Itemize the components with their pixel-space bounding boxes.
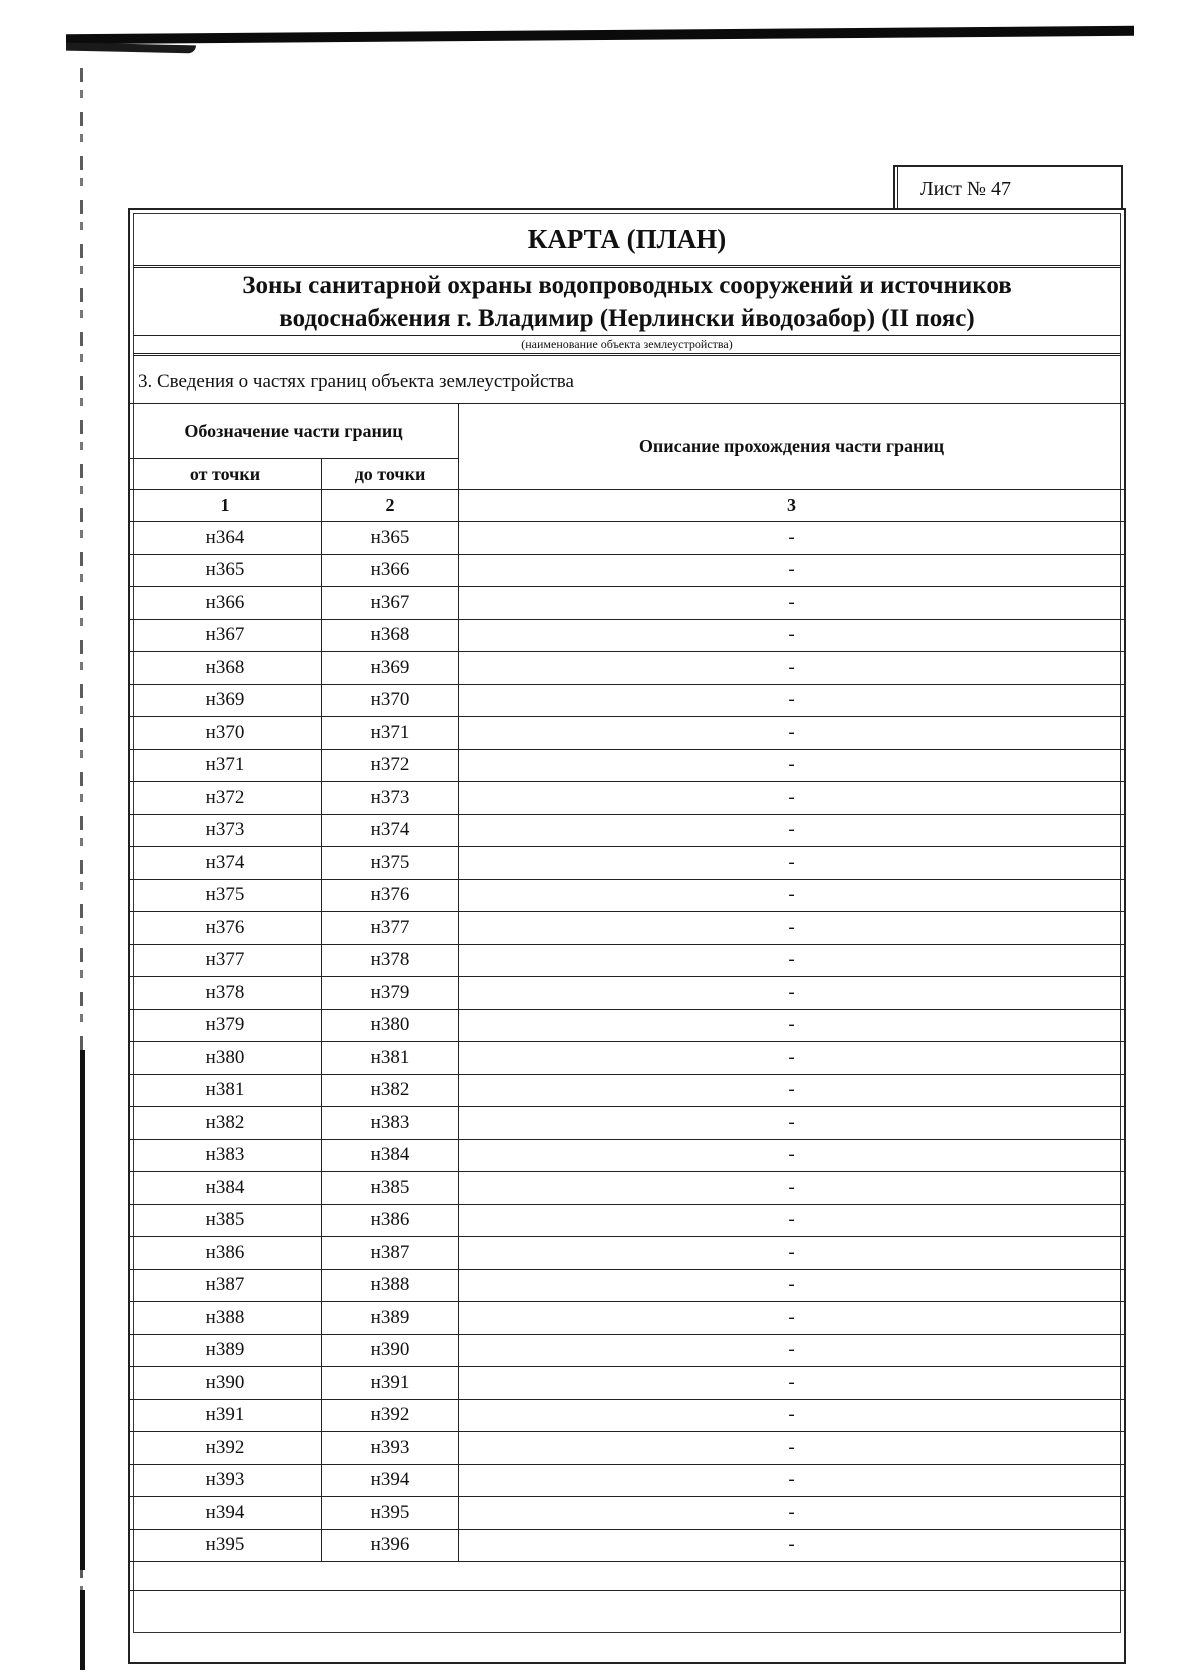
cell-to-point: н394 bbox=[322, 1464, 459, 1497]
cell-description: - bbox=[459, 1107, 1125, 1140]
document-title: КАРТА (ПЛАН) bbox=[527, 224, 727, 254]
cell-description: - bbox=[459, 749, 1125, 782]
column-number-2: 2 bbox=[322, 490, 459, 522]
cell-description: - bbox=[459, 977, 1125, 1010]
cell-to-point: н365 bbox=[322, 522, 459, 555]
table-row bbox=[129, 652, 1125, 685]
cell-description: - bbox=[459, 554, 1125, 587]
cell-to-point: н393 bbox=[322, 1432, 459, 1465]
object-caption: (наименование объекта землеустройства) bbox=[521, 337, 733, 351]
cell-to-point: н392 bbox=[322, 1399, 459, 1432]
boundary-parts-table bbox=[128, 403, 1125, 1562]
cell-from-point: н378 bbox=[129, 977, 322, 1010]
cell-description: - bbox=[459, 782, 1125, 815]
cell-description: - bbox=[459, 1009, 1125, 1042]
cell-to-point: н388 bbox=[322, 1269, 459, 1302]
cell-to-point: н384 bbox=[322, 1139, 459, 1172]
cell-from-point: н365 bbox=[129, 554, 322, 587]
cell-from-point: н385 bbox=[129, 1204, 322, 1237]
cell-description: - bbox=[459, 1529, 1125, 1562]
cell-description: - bbox=[459, 522, 1125, 555]
cell-from-point: н387 bbox=[129, 1269, 322, 1302]
cell-from-point: н366 bbox=[129, 587, 322, 620]
cell-to-point: н375 bbox=[322, 847, 459, 880]
table-row bbox=[129, 554, 1125, 587]
object-name bbox=[133, 269, 1121, 335]
scan-artifact-left-edge-dark bbox=[80, 1050, 85, 1570]
cell-description: - bbox=[459, 1204, 1125, 1237]
table-row bbox=[129, 782, 1125, 815]
cell-from-point: н382 bbox=[129, 1107, 322, 1140]
cell-from-point: н391 bbox=[129, 1399, 322, 1432]
cell-to-point: н381 bbox=[322, 1042, 459, 1075]
cell-to-point: н396 bbox=[322, 1529, 459, 1562]
table-row bbox=[129, 522, 1125, 555]
header-to-point: до точки bbox=[322, 459, 459, 490]
cell-to-point: н385 bbox=[322, 1172, 459, 1205]
table-row bbox=[129, 1172, 1125, 1205]
table-bottom-rule bbox=[128, 1590, 1124, 1629]
table-row bbox=[129, 1497, 1125, 1530]
object-name-line-2: водоснабжения г. Владимир (Нерлински йводозабор) (II пояс) bbox=[279, 305, 975, 332]
table-row bbox=[129, 587, 1125, 620]
table-row bbox=[129, 814, 1125, 847]
caption-divider bbox=[133, 353, 1121, 356]
table-row bbox=[129, 1529, 1125, 1562]
cell-description: - bbox=[459, 652, 1125, 685]
cell-to-point: н389 bbox=[322, 1302, 459, 1335]
table-row bbox=[129, 944, 1125, 977]
table-row bbox=[129, 1367, 1125, 1400]
cell-to-point: н372 bbox=[322, 749, 459, 782]
cell-description: - bbox=[459, 1269, 1125, 1302]
cell-from-point: н374 bbox=[129, 847, 322, 880]
table-row bbox=[129, 1237, 1125, 1270]
cell-description: - bbox=[459, 847, 1125, 880]
cell-description: - bbox=[459, 684, 1125, 717]
table-row bbox=[129, 879, 1125, 912]
cell-from-point: н383 bbox=[129, 1139, 322, 1172]
table-row bbox=[129, 1464, 1125, 1497]
title-divider bbox=[133, 265, 1121, 268]
cell-description: - bbox=[459, 1367, 1125, 1400]
table-row bbox=[129, 749, 1125, 782]
cell-description: - bbox=[459, 1302, 1125, 1335]
cell-to-point: н366 bbox=[322, 554, 459, 587]
cell-from-point: н379 bbox=[129, 1009, 322, 1042]
table-body bbox=[129, 522, 1125, 1562]
cell-from-point: н371 bbox=[129, 749, 322, 782]
table-row bbox=[129, 1334, 1125, 1367]
column-number-1: 1 bbox=[129, 490, 322, 522]
table-row bbox=[129, 1269, 1125, 1302]
cell-description: - bbox=[459, 1334, 1125, 1367]
cell-description: - bbox=[459, 944, 1125, 977]
table-row bbox=[129, 1107, 1125, 1140]
cell-from-point: н388 bbox=[129, 1302, 322, 1335]
table-row bbox=[129, 1399, 1125, 1432]
table-row bbox=[129, 684, 1125, 717]
table-row bbox=[129, 1204, 1125, 1237]
cell-to-point: н370 bbox=[322, 684, 459, 717]
object-name-divider bbox=[133, 335, 1121, 336]
cell-description: - bbox=[459, 1042, 1125, 1075]
cell-from-point: н372 bbox=[129, 782, 322, 815]
column-number-3: 3 bbox=[459, 490, 1125, 522]
cell-description: - bbox=[459, 1497, 1125, 1530]
table-row bbox=[129, 717, 1125, 750]
cell-from-point: н377 bbox=[129, 944, 322, 977]
cell-description: - bbox=[459, 1432, 1125, 1465]
cell-to-point: н386 bbox=[322, 1204, 459, 1237]
scan-artifact-top-bar-tail bbox=[66, 43, 196, 54]
cell-to-point: н376 bbox=[322, 879, 459, 912]
cell-to-point: н380 bbox=[322, 1009, 459, 1042]
cell-from-point: н364 bbox=[129, 522, 322, 555]
cell-from-point: н376 bbox=[129, 912, 322, 945]
cell-from-point: н370 bbox=[129, 717, 322, 750]
cell-from-point: н375 bbox=[129, 879, 322, 912]
cell-from-point: н392 bbox=[129, 1432, 322, 1465]
scan-artifact-top-bar bbox=[66, 26, 1134, 44]
object-name-line-1: Зоны санитарной охраны водопроводных сооружений и источников bbox=[242, 272, 1012, 299]
cell-from-point: н384 bbox=[129, 1172, 322, 1205]
cell-description: - bbox=[459, 879, 1125, 912]
table-row bbox=[129, 1432, 1125, 1465]
header-part-designation: Обозначение части границ bbox=[129, 404, 459, 459]
cell-to-point: н367 bbox=[322, 587, 459, 620]
cell-to-point: н374 bbox=[322, 814, 459, 847]
table-row bbox=[129, 1074, 1125, 1107]
section-title: 3. Сведения о частях границ объекта землеустройства bbox=[138, 371, 574, 392]
cell-from-point: н367 bbox=[129, 619, 322, 652]
cell-from-point: н373 bbox=[129, 814, 322, 847]
header-from-point: от точки bbox=[129, 459, 322, 490]
cell-from-point: н390 bbox=[129, 1367, 322, 1400]
cell-from-point: н381 bbox=[129, 1074, 322, 1107]
cell-from-point: н394 bbox=[129, 1497, 322, 1530]
cell-to-point: н383 bbox=[322, 1107, 459, 1140]
cell-description: - bbox=[459, 1464, 1125, 1497]
cell-to-point: н387 bbox=[322, 1237, 459, 1270]
header-description: Описание прохождения части границ bbox=[459, 404, 1125, 490]
cell-to-point: н382 bbox=[322, 1074, 459, 1107]
cell-to-point: н391 bbox=[322, 1367, 459, 1400]
table-row bbox=[129, 912, 1125, 945]
cell-description: - bbox=[459, 587, 1125, 620]
cell-from-point: н389 bbox=[129, 1334, 322, 1367]
cell-from-point: н393 bbox=[129, 1464, 322, 1497]
cell-from-point: н386 bbox=[129, 1237, 322, 1270]
cell-description: - bbox=[459, 1172, 1125, 1205]
cell-to-point: н378 bbox=[322, 944, 459, 977]
scan-artifact-left-edge-bottom bbox=[80, 1590, 85, 1670]
cell-to-point: н371 bbox=[322, 717, 459, 750]
table-row bbox=[129, 1302, 1125, 1335]
cell-to-point: н390 bbox=[322, 1334, 459, 1367]
cell-description: - bbox=[459, 814, 1125, 847]
cell-description: - bbox=[459, 1139, 1125, 1172]
table-row bbox=[129, 619, 1125, 652]
cell-to-point: н369 bbox=[322, 652, 459, 685]
cell-to-point: н379 bbox=[322, 977, 459, 1010]
table-row bbox=[129, 1139, 1125, 1172]
cell-description: - bbox=[459, 619, 1125, 652]
table-row bbox=[129, 847, 1125, 880]
cell-description: - bbox=[459, 1399, 1125, 1432]
table-row bbox=[129, 977, 1125, 1010]
cell-from-point: н369 bbox=[129, 684, 322, 717]
cell-to-point: н373 bbox=[322, 782, 459, 815]
cell-to-point: н368 bbox=[322, 619, 459, 652]
cell-to-point: н395 bbox=[322, 1497, 459, 1530]
cell-from-point: н368 bbox=[129, 652, 322, 685]
cell-from-point: н380 bbox=[129, 1042, 322, 1075]
table-row bbox=[129, 1042, 1125, 1075]
cell-description: - bbox=[459, 912, 1125, 945]
cell-description: - bbox=[459, 717, 1125, 750]
table-row bbox=[129, 1009, 1125, 1042]
sheet-number-label: Лист № 47 bbox=[920, 178, 1011, 200]
cell-to-point: н377 bbox=[322, 912, 459, 945]
cell-from-point: н395 bbox=[129, 1529, 322, 1562]
cell-description: - bbox=[459, 1237, 1125, 1270]
cell-description: - bbox=[459, 1074, 1125, 1107]
